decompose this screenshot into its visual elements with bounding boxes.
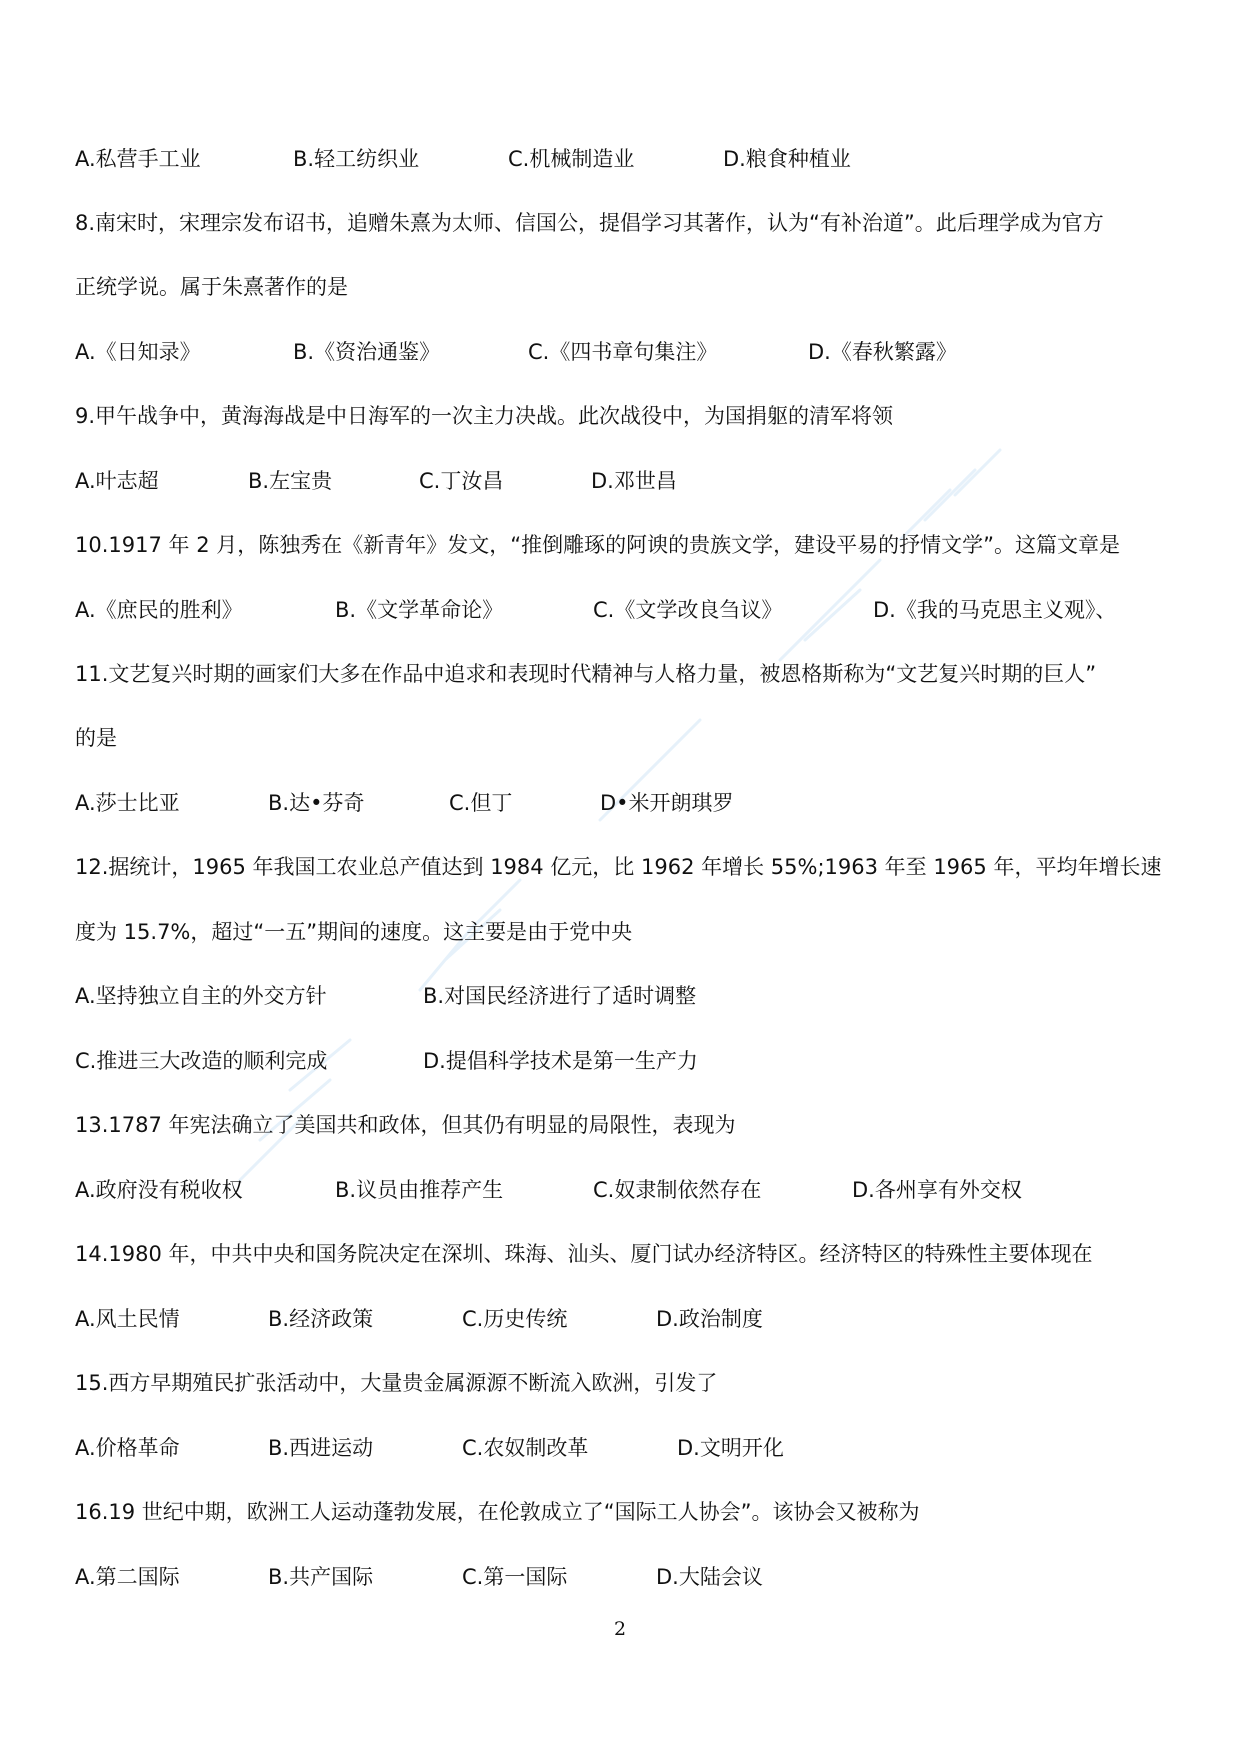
q11-option-b: B.达•芬奇	[268, 791, 365, 815]
q12-option-c: C.推进三大改造的顺利完成	[75, 1049, 328, 1073]
q11-option-c: C.但丁	[449, 791, 513, 815]
q12-stem-line2: 度为 15.7%，超过“一五”期间的速度。这主要是由于党中央	[75, 920, 633, 944]
q7-option-c: C.机械制造业	[508, 147, 635, 171]
q8-option-d: D.《春秋繁露》	[808, 340, 957, 364]
q16-option-b: B.共产国际	[268, 1565, 374, 1589]
q12-options-row1	[75, 981, 1170, 1011]
q15-option-a: A.价格革命	[75, 1436, 180, 1460]
q10-stem: 10.1917 年 2 月，陈独秀在《新青年》发文，“推倒雕琢的阿谀的贵族文学，建设平易的抒情文学”。这篇文章是	[75, 533, 1120, 557]
q15-option-c: C.农奴制改革	[462, 1436, 589, 1460]
q12-options-row2	[75, 1046, 1170, 1076]
q14-option-d: D.政治制度	[656, 1307, 763, 1331]
q12-option-a: A.坚持独立自主的外交方针	[75, 984, 327, 1008]
q10-option-c: C.《文学改良刍议》	[593, 598, 783, 622]
q13-option-d: D.各州享有外交权	[852, 1178, 1022, 1202]
q13-option-b: B.议员由推荐产生	[335, 1178, 504, 1202]
q10-option-d: D.《我的马克思主义观》、	[873, 598, 1117, 622]
q8-option-a: A.《日知录》	[75, 340, 201, 364]
q12-option-b: B.对国民经济进行了适时调整	[423, 984, 697, 1008]
q14-option-a: A.风土民情	[75, 1307, 180, 1331]
q13-options	[75, 1175, 1170, 1205]
q15-options	[75, 1433, 1170, 1463]
q11-options	[75, 788, 1170, 818]
q16-options	[75, 1562, 1170, 1592]
q10-options	[75, 595, 1170, 625]
q12-stem-line1: 12.据统计，1965 年我国工农业总产值达到 1984 亿元，比 1962 年增长 55%;1963 年至 1965 年，平均年增长速	[75, 855, 1162, 879]
q8-stem-line1: 8.南宋时，宋理宗发布诏书，追赠朱熹为太师、信国公，提倡学习其著作，认为“有补治道”。此后理学成为官方	[75, 211, 1104, 235]
q16-option-d: D.大陆会议	[656, 1565, 763, 1589]
q10-option-b: B.《文学革命论》	[335, 598, 504, 622]
q8-option-c: C.《四书章句集注》	[528, 340, 718, 364]
q16-option-a: A.第二国际	[75, 1565, 180, 1589]
q14-option-c: C.历史传统	[462, 1307, 568, 1331]
q10-option-a: A.《庶民的胜利》	[75, 598, 243, 622]
q8-stem-line2: 正统学说。属于朱熹著作的是	[75, 275, 348, 299]
q11-option-a: A.莎士比亚	[75, 791, 180, 815]
q7-options	[75, 144, 1170, 174]
page-number: 2	[613, 1618, 627, 1640]
q12-option-d: D.提倡科学技术是第一生产力	[423, 1049, 698, 1073]
q13-option-c: C.奴隶制依然存在	[593, 1178, 762, 1202]
q13-stem: 13.1787 年宪法确立了美国共和政体，但其仍有明显的局限性，表现为	[75, 1113, 736, 1137]
q9-option-c: C.丁汝昌	[419, 469, 504, 493]
q13-option-a: A.政府没有税收权	[75, 1178, 243, 1202]
q9-option-b: B.左宝贵	[248, 469, 333, 493]
q15-stem: 15.西方早期殖民扩张活动中，大量贵金属源源不断流入欧洲，引发了	[75, 1371, 718, 1395]
q9-option-a: A.叶志超	[75, 469, 159, 493]
q11-option-d: D•米开朗琪罗	[600, 791, 734, 815]
q9-options	[75, 466, 1170, 496]
q7-option-a: A.私营手工业	[75, 147, 201, 171]
q11-stem-line1: 11.文艺复兴时期的画家们大多在作品中追求和表现时代精神与人格力量，被恩格斯称为“文艺复兴时期的巨人”	[75, 662, 1097, 686]
q14-options	[75, 1304, 1170, 1334]
q9-option-d: D.邓世昌	[591, 469, 677, 493]
q14-option-b: B.经济政策	[268, 1307, 374, 1331]
q7-option-d: D.粮食种植业	[723, 147, 851, 171]
q15-option-b: B.西进运动	[268, 1436, 374, 1460]
q15-option-d: D.文明开化	[677, 1436, 784, 1460]
q8-option-b: B.《资治通鉴》	[293, 340, 441, 364]
q16-option-c: C.第一国际	[462, 1565, 568, 1589]
q16-stem: 16.19 世纪中期，欧洲工人运动蓬勃发展，在伦敦成立了“国际工人协会”。该协会又被称为	[75, 1500, 920, 1524]
q14-stem: 14.1980 年，中共中央和国务院决定在深圳、珠海、汕头、厦门试办经济特区。经济特区的特殊性主要体现在	[75, 1242, 1093, 1266]
q7-option-b: B.轻工纺织业	[293, 147, 420, 171]
q9-stem: 9.甲午战争中，黄海海战是中日海军的一次主力决战。此次战役中，为国捐躯的清军将领	[75, 404, 894, 428]
q8-options	[75, 337, 1170, 367]
q11-stem-line2: 的是	[75, 726, 117, 750]
